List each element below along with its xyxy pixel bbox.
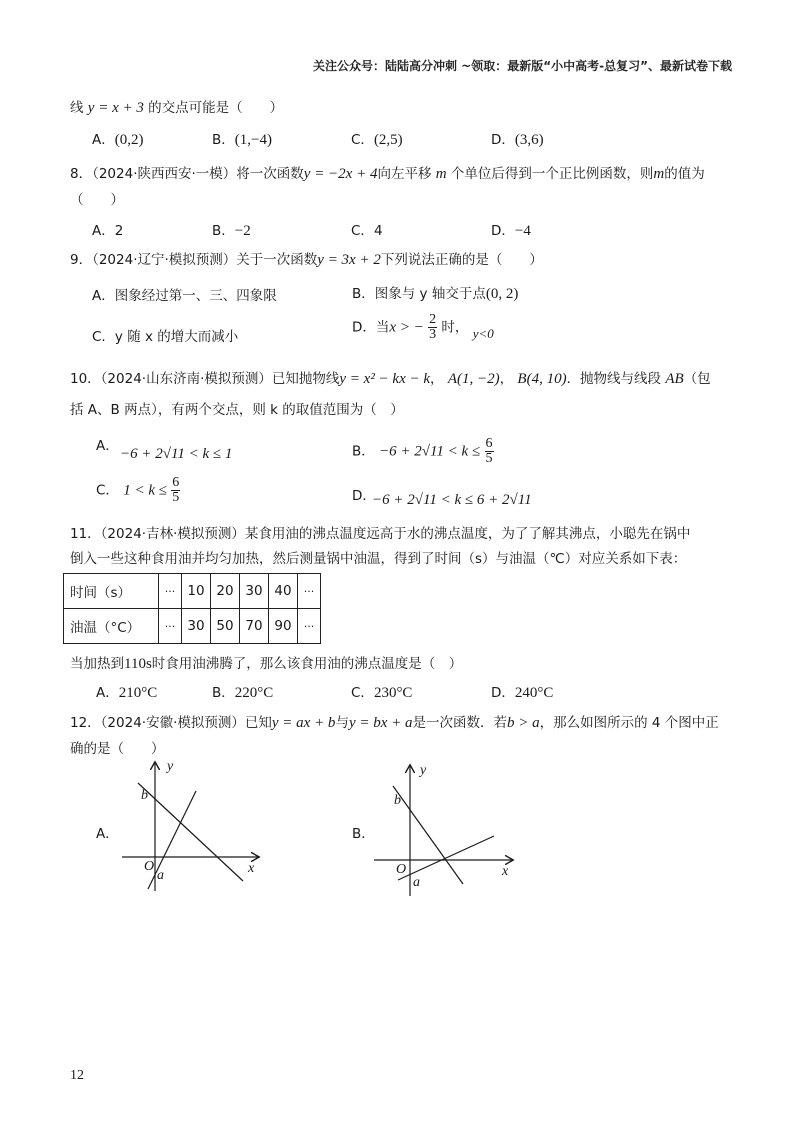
q11-option-b: B．220°C: [212, 685, 274, 701]
q8-function: y = −2x + 4: [303, 166, 378, 182]
q8-option-a: A．2: [92, 223, 124, 239]
q9-fraction: $\frac{2}{3}$: [429, 312, 437, 342]
table-row-time: 时间（s） ··· 10 20 30 40 ···: [64, 574, 321, 609]
q7-option-c: C．(2,5): [351, 132, 403, 148]
page-number: 12: [70, 1068, 84, 1083]
q9-option-b: B．图象与 y 轴交于点(0, 2): [352, 286, 519, 302]
q7-stem: [70, 96, 283, 117]
q7-option-b: B．(1,−4): [212, 132, 272, 148]
q10-option-a: −6 + 2√11 < k ≤ 1: [120, 446, 233, 462]
a-intercept-label: a: [413, 875, 420, 890]
q8-stem: 8．（2024·陕西西安·一模）将一次函数y = −2x + 4向左平移 m 个单位后得到一个正比例函数，则m的值为: [70, 166, 705, 182]
q11-followup: 当加热到110s时食用油沸腾了，那么该食用油的沸点温度是（ ）: [70, 656, 463, 672]
q10-option-b: B． −6 + 2√11 < k ≤ $\frac{6}{5}$: [352, 436, 493, 466]
y-axis-label: y: [167, 759, 174, 774]
table-row-temperature: 油温（°C） ··· 30 50 70 90 ···: [64, 609, 321, 644]
q9-option-c: C．y 随 x 的增大而减小: [92, 329, 239, 345]
table-header-temperature: 油温（°C）: [64, 609, 159, 644]
q10-option-d: −6 + 2√11 < k ≤ 6 + 2√11: [372, 492, 532, 508]
x-axis-label: x: [502, 864, 509, 879]
q10-parabola: y = x² − kx − k: [339, 371, 431, 387]
figure-a-label: A．: [96, 826, 119, 842]
q8-paren: （ ）: [70, 192, 124, 208]
q7-option-a: A．(0,2): [92, 132, 144, 148]
q8-option-c: C．4: [351, 223, 383, 239]
q10-stem-line2: 括 A、B 两点），有两个交点，则 k 的取值范围为（ ）: [70, 402, 404, 418]
q10-option-a-label: A．: [96, 438, 119, 454]
q9-stem: 9．（2024·辽宁·模拟预测）关于一次函数y = 3x + 2下列说法正确的是（ ）: [70, 252, 543, 268]
y-axis-label: y: [420, 763, 427, 778]
q7-stem-pre: 线: [70, 100, 84, 116]
q11-option-a: A．210°C: [96, 685, 158, 701]
figure-b-label: B．: [352, 826, 375, 842]
q10-stem-line1: 10．（2024·山东济南·模拟预测）已知抛物线y = x² − kx − k， A(1, −2)， B(4, 10)．抛物线与线段 AB（包: [70, 371, 711, 387]
q12-stem-line2: 确的是（ ）: [70, 741, 165, 757]
q9-option-a: A．图象经过第一、三、四象限: [92, 288, 277, 304]
page-header: 关注公众号：陆陆高分冲刺 ~领取：最新版“小中高考-总复习”、最新试卷下载: [313, 59, 732, 73]
b-intercept-label: b: [394, 793, 401, 808]
q11-stem-line2: 倒入一些这种食用油并均匀加热，然后测量锅中油温，得到了时间（s）与油温（℃）对应关系如下表：: [70, 551, 687, 567]
q11-option-c: C．230°C: [351, 685, 413, 701]
table-header-time: 时间（s）: [64, 574, 159, 609]
origin-label: O: [396, 862, 407, 877]
q7-option-d: D．(3,6): [491, 132, 544, 148]
q7-line-equation: y = x + 3: [87, 100, 144, 116]
figure-b-graph: [370, 760, 530, 900]
q8-option-b: B．−2: [212, 223, 251, 239]
q11-option-d: D．240°C: [491, 685, 554, 701]
q9-option-d: D．当x > − $\frac{2}{3}$ 时， y<0: [352, 312, 494, 342]
time-temperature-table: [63, 573, 321, 644]
q11-stem-line1: 11．（2024·吉林·模拟预测）某食用油的沸点温度远高于水的沸点温度，为了了解其沸点，小聪先在锅中: [70, 526, 691, 542]
q10-option-d-label: D．: [352, 488, 376, 504]
q7-stem-post: 的交点可能是（ ）: [148, 100, 284, 116]
x-axis-label: x: [248, 861, 255, 876]
origin-label: O: [144, 859, 155, 874]
figure-a-graph: [110, 755, 270, 895]
b-intercept-label: b: [141, 788, 148, 803]
q8-option-d: D．−4: [491, 223, 531, 239]
q12-stem-line1: 12．（2024·安徽·模拟预测）已知y = ax + b与y = bx + a是一次函数．若b > a，那么如图所示的 4 个图中正: [70, 715, 719, 731]
q10-option-c: C． 1 < k ≤ $\frac{6}{5}$: [96, 475, 180, 505]
line-increasing: [398, 836, 494, 880]
q9-function: y = 3x + 2: [317, 252, 381, 268]
a-intercept-label: a: [157, 868, 164, 883]
